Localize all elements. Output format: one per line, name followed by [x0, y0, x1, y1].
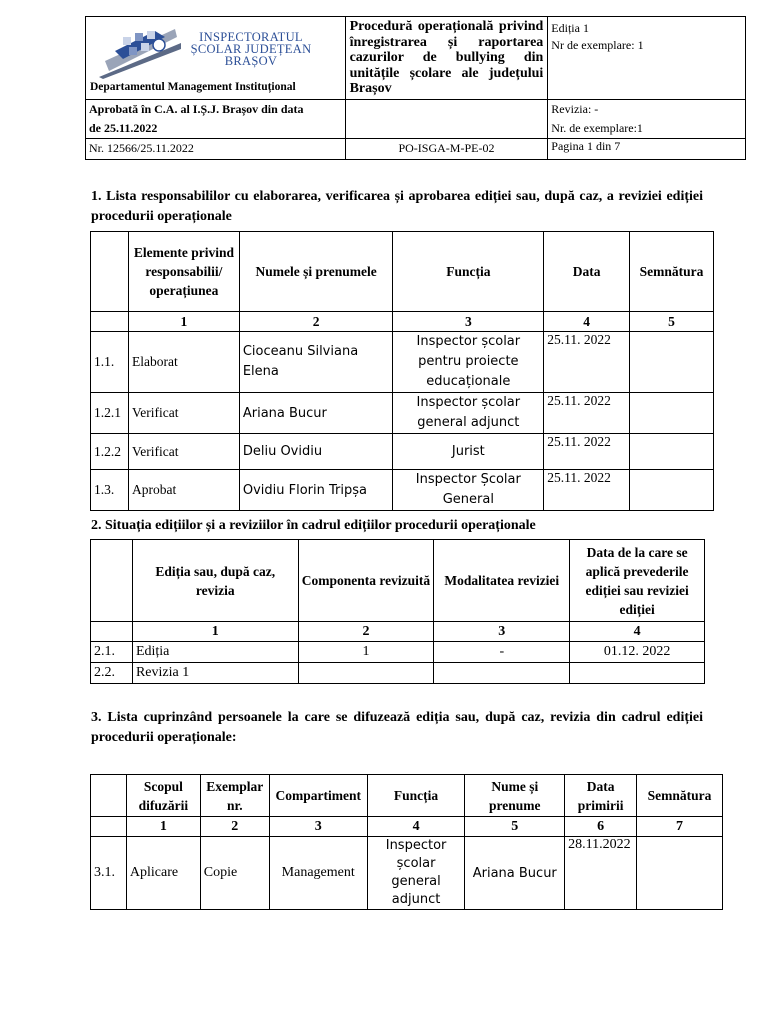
approval-cell: Aprobată în C.A. al I.Ș.J. Brașov din data de 25.11.2022 [86, 99, 346, 138]
procedure-title: Procedură operațională privind înregistrarea și raportarea cazurilor de bullying din unitățile școlare ale județului Brașov [345, 17, 548, 100]
header-cell: Funcția [393, 232, 544, 312]
edition-cell [548, 17, 746, 100]
empty-cell [345, 99, 548, 138]
logo-text: INSPECTORATUL ȘCOLAR JUDEȚEAN BRAȘOV [190, 30, 312, 68]
edition-label: Ediția 1 [551, 21, 589, 35]
document-number: Nr. 12566/25.11.2022 [86, 138, 346, 159]
section-3-title: 3. Lista cuprinzând persoanele la care se difuzează ediția sau, după caz, revizia din cadrul ediției procedurii operaționale: [91, 710, 703, 745]
section-1-title: 1. Lista responsabililor cu elaborarea, verificarea și aprobarea ediției sau, după caz, a reviziei ediției procedurii operaționale [91, 189, 703, 224]
table-row: 1.2.1 Verificat Ariana Bucur Inspector școlar general adjunct 25.11. 2022 [91, 393, 714, 434]
corner-cell [91, 540, 133, 622]
revision-label: Revizia: - [551, 101, 599, 116]
procedure-code: PO-ISGA-M-PE-02 [345, 138, 548, 159]
header-cell: Data de la care se aplică prevederile ediției sau reviziei ediției [570, 540, 705, 622]
copies-label: Nr de exemplare: 1 [551, 38, 644, 52]
distribution-table [90, 774, 723, 910]
corner-cell [91, 232, 129, 312]
table-row: 2.1. Ediția 1 - 01.12. 2022 [91, 642, 705, 663]
signature-cell [630, 332, 714, 393]
logo-cell [86, 17, 346, 100]
table-row: 1.3. Aprobat Ovidiu Florin Tripșa Inspector Școlar General 25.11. 2022 [91, 470, 714, 511]
header-cell: Exemplar nr. [200, 775, 269, 817]
signature-cell [630, 393, 714, 434]
signature-cell [630, 434, 714, 470]
header-cell: Semnătura [630, 232, 714, 312]
revision-copies-label: Nr. de exemplare:1 [551, 120, 643, 135]
header-cell: Componenta revizuită [298, 540, 434, 622]
responsibles-table [90, 231, 714, 511]
header-cell: Data primirii [565, 775, 637, 817]
number-row: 1 2 3 4 [91, 622, 705, 642]
editions-table [90, 539, 705, 684]
revision-cell [548, 99, 746, 138]
corner-cell [91, 775, 127, 817]
number-row: 1 2 3 4 5 6 7 [91, 817, 723, 837]
department-name: Departamentul Management Instituțional [90, 81, 296, 93]
header-cell: Elemente privind responsabilii/ operațiunea [128, 232, 239, 312]
header-cell: Semnătura [637, 775, 723, 817]
header-cell: Data [544, 232, 630, 312]
header-cell: Numele și prenumele [239, 232, 393, 312]
header-cell: Funcția [367, 775, 465, 817]
table-row: 1.1. Elaborat Cioceanu Silviana Elena Inspector școlar pentru proiecte educaționale 25.11. 2022 [91, 332, 714, 393]
signature-cell [630, 470, 714, 511]
number-row: 1 2 3 4 5 [91, 312, 714, 332]
section-2-title: 2. Situația edițiilor și a reviziilor în cadrul edițiilor procedurii operaționale [91, 518, 536, 533]
table-row: 1.2.2 Verificat Deliu Ovidiu Jurist 25.11. 2022 [91, 434, 714, 470]
document-header-table [85, 16, 746, 160]
page-number: Pagina 1 din 7 [548, 138, 746, 159]
header-cell: Modalitatea reviziei [434, 540, 570, 622]
isj-logo-icon [95, 21, 183, 79]
header-cell: Ediția sau, după caz, revizia [132, 540, 298, 622]
header-cell: Scopul difuzării [126, 775, 200, 817]
table-row: 3.1. Aplicare Copie Management Inspector școlar general adjunct Ariana Bucur 28.11.2022 [91, 837, 723, 910]
signature-cell [637, 837, 723, 910]
header-cell: Compartiment [269, 775, 367, 817]
header-cell: Nume și prenume [465, 775, 565, 817]
table-row: 2.2. Revizia 1 [91, 663, 705, 684]
